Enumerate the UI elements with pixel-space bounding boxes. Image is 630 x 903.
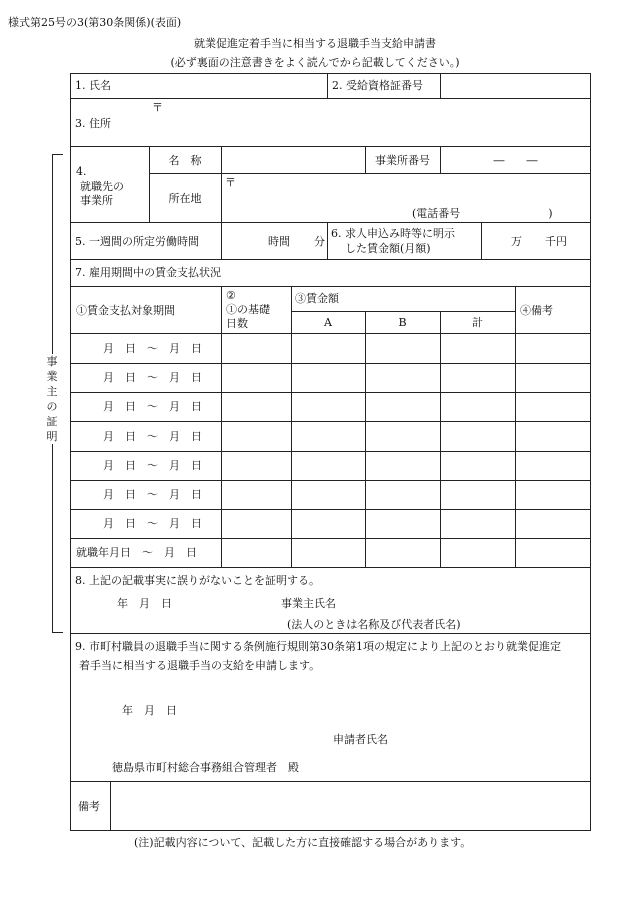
applicant-name-label: 申請者氏名	[333, 733, 388, 746]
application-statement-line2: 着手当に相当する退職手当の支給を申請します。	[79, 659, 321, 672]
col-wage-a: A	[324, 316, 332, 329]
employer-signature-field[interactable]	[345, 592, 585, 610]
weekly-hours-label: 5. 一週間の所定労働時間	[75, 235, 199, 248]
man-unit: 万	[511, 235, 522, 248]
certification-statement: 8. 上記の記載事実に誤りがないことを証明する。	[75, 574, 320, 587]
corporation-note: (法人のときは名称及び代表者氏名)	[287, 618, 461, 631]
employer-certification-label: 事 業 主 の 証 明	[42, 354, 62, 444]
remarks-field[interactable]	[111, 782, 590, 830]
wage-status-label: 7. 雇用期間中の賃金支払状況	[75, 266, 221, 279]
stated-wage-field[interactable]	[482, 223, 590, 258]
name-field[interactable]	[150, 74, 326, 97]
col-wage-b: B	[398, 316, 407, 329]
name-label: 1. 氏名	[75, 79, 111, 92]
application-date: 年 月 日	[122, 704, 177, 717]
eligibility-number-label: 2. 受給資格証番号	[332, 79, 423, 92]
footer-note: (注)記載内容について、記載した方に直接確認する場合があります。	[134, 836, 472, 849]
remarks-label: 備考	[78, 800, 100, 813]
table-row-period-last: 就職年月日 ～ 月 日	[76, 546, 197, 559]
stated-wage-label-line2: した賃金額(月額)	[345, 242, 431, 255]
col-wage-amount: ③賃金額	[295, 292, 339, 305]
stated-wage-label-line1: 6. 求人申込み時等に明示	[331, 227, 455, 240]
col-base-days-line3: 日数	[226, 317, 248, 330]
employer-name-label: 名 称	[168, 154, 202, 167]
hours-unit: 時間	[268, 235, 290, 248]
col-wage-total: 計	[472, 316, 483, 329]
applicant-signature-field[interactable]	[395, 728, 585, 746]
col-payment-period: ①賃金支払対象期間	[76, 304, 175, 317]
application-statement-line1: 9. 市町村職員の退職手当に関する条例施行規則第30条第1項の規定により上記のとおり就業促進定	[75, 640, 561, 653]
employer-name-field[interactable]	[222, 147, 364, 172]
employer-label-line1: 就職先の	[80, 180, 124, 193]
certification-date: 年 月 日	[117, 597, 172, 610]
form-title: 就業促進定着手当に相当する退職手当支給申請書	[194, 37, 436, 50]
weekly-hours-field[interactable]	[222, 223, 326, 258]
table-row-period: 月 日 ～ 月 日	[103, 342, 202, 355]
form-number: 様式第25号の3(第30条関係)(表面)	[8, 16, 182, 29]
col-base-days-line2: ①の基礎	[226, 303, 270, 316]
employer-address-label: 所在地	[168, 192, 202, 205]
table-row-period: 月 日 ～ 月 日	[103, 488, 202, 501]
address-field[interactable]	[150, 99, 590, 145]
table-row-period: 月 日 ～ 月 日	[103, 430, 202, 443]
addressee: 徳島県市町村総合事務組合管理者 殿	[112, 761, 299, 774]
table-row-period: 月 日 ～ 月 日	[103, 371, 202, 384]
table-row-period: 月 日 ～ 月 日	[103, 517, 202, 530]
address-label: 3. 住所	[75, 117, 111, 130]
table-row-period: 月 日 ～ 月 日	[103, 400, 202, 413]
minutes-unit: 分	[314, 235, 325, 248]
col-base-days-num: ②	[226, 289, 236, 302]
col-remarks: ④備考	[520, 304, 553, 317]
eligibility-number-field[interactable]	[441, 74, 590, 97]
form-subtitle: (必ず裏面の注意書きをよく読んでから記載してください。)	[170, 56, 460, 69]
employer-name-label: 事業主氏名	[281, 597, 336, 610]
office-number-field[interactable]: ― ―	[493, 154, 538, 167]
table-row-period: 月 日 ～ 月 日	[103, 459, 202, 472]
phone-label: (電話番号 )	[412, 207, 553, 220]
postal-mark: 〒	[152, 101, 163, 114]
employer-label-line2: 事業所	[80, 194, 113, 207]
employer-postal-mark: 〒	[225, 176, 236, 189]
office-number-label: 事業所番号	[375, 154, 430, 167]
employer-section-number: 4.	[76, 165, 87, 178]
senen-unit: 千円	[545, 235, 567, 248]
